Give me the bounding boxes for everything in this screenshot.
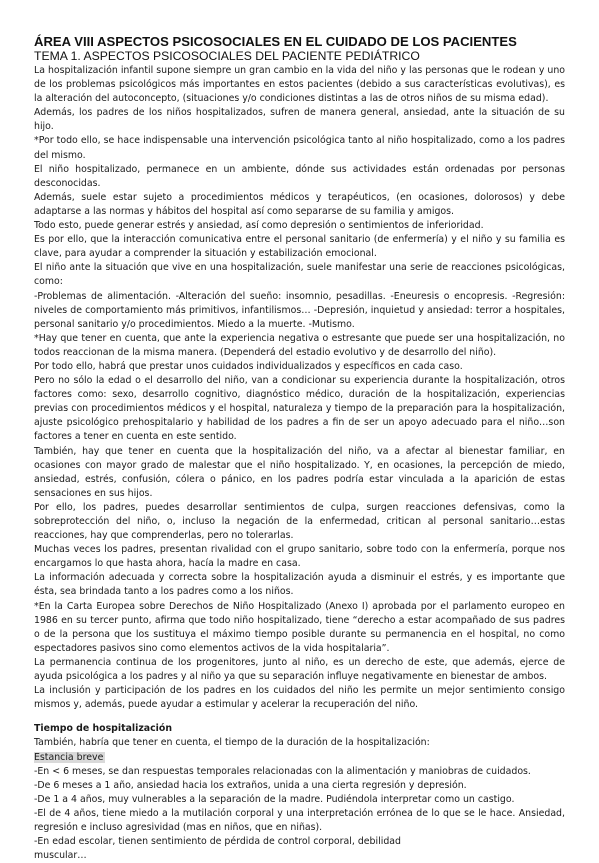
document-title: ÁREA VIII ASPECTOS PSICOSOCIALES EN EL CUIDADO DE LOS PACIENTES — [34, 34, 517, 49]
paragraph: *En la Carta Europea sobre Derechos de Niño Hospitalizado (Anexo I) aprobada por el parlamento europeo en 1986 en su tercer punto, afirma que todo niño hospitalizado, tiene “derecho a estar acompañado de sus padres o de la persona que los sustituya el máximo tiempo posible durante su permanencia en el hospital, no como espectadores pasivos sino como elementos activos de la vida hospitalaria”. — [34, 600, 565, 654]
section-heading: Tiempo de hospitalización — [34, 723, 173, 735]
paragraph: -Problemas de alimentación. -Alteración del sueño: insomnio, pesadillas. -Eneuresis o encopresis. -Regresión: niveles de comportamiento más primitivos, infantilismos… -Depresión, inquietud y ansiedad: terror a hospitales, personal sanitario y/o procedimientos. Miedo a la muerte. -Mutismo. — [34, 290, 565, 330]
paragraph: La información adecuada y correcta sobre la hospitalización ayuda a disminuir el estrés, y es importante que ésta, sea brindada tanto a los padres como a los niños. — [34, 572, 565, 598]
highlight-line — [34, 751, 565, 765]
paragraph: Todo esto, puede generar estrés y ansiedad, así como depresión o sentimientos de inferioridad. — [34, 220, 484, 232]
list-item: -De 6 meses a 1 año, ansiedad hacia los extraños, unida a una cierta regresión y depresión. — [34, 779, 467, 791]
paragraph: *Hay que tener en cuenta, que ante la experiencia negativa o estresante que puede ser una hospitalización, no todos reaccionan de la misma manera. (Dependerá del estadio evolutivo y de desarrollo del niño). — [34, 332, 565, 358]
section-intro: También, habría que tener en cuenta, el tiempo de la duración de la hospitalización: — [34, 737, 430, 749]
paragraph: Es por ello, que la interacción comunicativa entre el personal sanitario (de enfermería) y el niño y su familia es clave, para ayudar a comprender la situación y estabilización emocional. — [34, 234, 565, 260]
paragraph: El niño hospitalizado, permanece en un ambiente, dónde sus actividades están ordenadas por personas desconocidas. — [34, 163, 565, 189]
document-subtitle: TEMA 1. ASPECTOS PSICOSOCIALES DEL PACIENTE PEDIÁTRICO — [34, 49, 420, 63]
list-item: -En edad escolar, tienen sentimiento de pérdida de control corporal, debilidad — [34, 836, 401, 848]
list-item: muscular… — [34, 850, 87, 862]
list-item: -El de 4 años, tiene miedo a la mutilación corporal y una interpretación errónea de lo que se le hace. Ansiedad, regresión e incluso agresividad (mas en niños, que en niñas). — [34, 807, 565, 833]
paragraph: *Por todo ello, se hace indispensable una intervención psicológica tanto al niño hospitalizado, como a los padres del mismo. — [34, 135, 565, 161]
paragraph: El niño ante la situación que vive en una hospitalización, suele manifestar una serie de reacciones psicológicas, como: — [34, 262, 565, 288]
section-spacer — [34, 712, 565, 722]
list-item: -En < 6 meses, se dan respuestas temporales relacionadas con la alimentación y maniobras de cuidados. — [34, 765, 531, 777]
paragraph: Por todo ello, habrá que prestar unos cuidados individualizados y específicos en cada caso. — [34, 360, 463, 372]
paragraph: La permanencia continua de los progenitores, junto al niño, es un derecho de este, que además, ejerce de ayuda psicológica a los padres y al niño ya que su separación influye negativamente en bienestar de ambos. — [34, 656, 565, 683]
list-item: -De 1 a 4 años, muy vulnerables a la separación de la madre. Pudiéndola interpretar como un castigo. — [34, 793, 515, 805]
paragraph: Además, los padres de los niños hospitalizados, sufren de manera general, ansiedad, ante la situación de su hijo. — [34, 107, 565, 133]
main-body — [34, 64, 565, 863]
paragraph: También, hay que tener en cuenta que la hospitalización del niño, va a afectar al bienestar familiar, en ocasiones con mayor grado de malestar que el niño hospitalizado. Y, en ocasiones, la percepción de miedo, ansiedad, estrés, confusión, cólera o pánico, en los padres podría estar vinculada a la aparición de estas sensaciones en sus hijos. — [34, 445, 565, 499]
paragraph: Por ello, los padres, puedes desarrollar sentimientos de culpa, surgen reacciones defensivas, como la sobreprotección del niño, o, incluso la negación de la enfermedad, critican al personal sanitario…estas reacciones, hay que comprenderlas, pero no tolerarlas. — [34, 501, 565, 542]
paragraph: La inclusión y participación de los padres en los cuidados del niño les permite un mejor sentimiento consigo mismos y, además, puede ayudar a estimular y acelerar la recuperación del niño. — [34, 685, 565, 711]
paragraph: La hospitalización infantil supone siempre un gran cambio en la vida del niño y las personas que le rodean y uno de los problemas psicológicos más importantes en estos pacientes (debido a sus características evolutivas), es la alteración del autoconcepto, (situaciones y/o condiciones distintas a las de otros niños de su misma edad). — [34, 65, 565, 105]
paragraph: Muchas veces los padres, presentan rivalidad con el grupo sanitario, sobre todo con la enfermería, porque nos encargamos lo que hasta ahora, hacía la madre en casa. — [34, 544, 565, 570]
paragraph: Además, suele estar sujeto a procedimientos médicos y terapéuticos, (en ocasiones, dolorosos) y debe adaptarse a las normas y hábitos del hospital así como separarse de su familia y amigos. — [34, 191, 565, 217]
highlighted-label: Estancia breve — [34, 751, 104, 763]
paragraph: Pero no sólo la edad o el desarrollo del niño, van a condicionar su experiencia durante la hospitalización, otros factores como: sexo, desarrollo cognitivo, diagnóstico médico, duración de la hospitalización, experiencias previas con procedimientos médicos y el hospital, naturaleza y tiempo de la preparación para la hospitalización, ajuste psicológico prehospitalario y habilidad de los padres a fin de ser un apoyo adecuado para el niño…son factores a tener en cuenta en este sentido. — [34, 375, 565, 443]
